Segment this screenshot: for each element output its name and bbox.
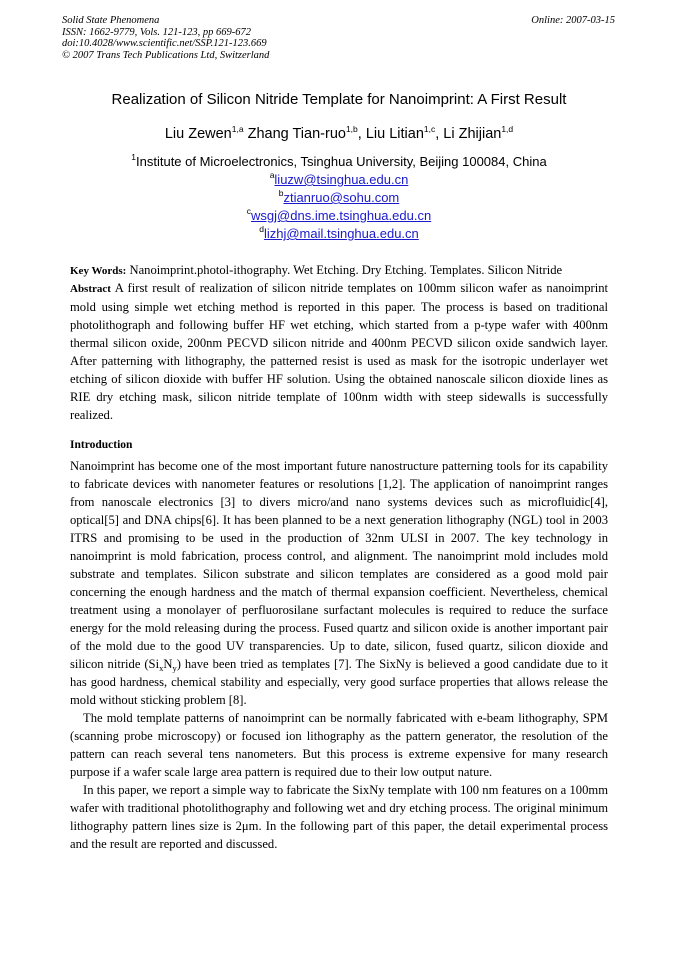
email-b[interactable]: $^b$ztianruo@sohu.com bbox=[278, 188, 400, 205]
paragraph: Nanoimprint has become one of the most important future nanostructure patterning tools for its capability to fabricate devices with nanometer features or resolutions [1,2]. The application of nanoimprint ranges from nanoscale electronics [3] to divers micro/and nano systems devices such as microfluidic[4], optical[5] and DNA chips[6]. It has been planned to be a next generation lithography (NGL) tool in 2003 ITRS and promising to be used in the production of 32nm ULSI in 2007. The key technology in nanoimprint is mold fabrication, process control, and alignment. The nanoimprint mold includes mold substrate and templates. Silicon substrate and silicon templates are considered as a good mold pair concerning the enough hardness and the match of thermal expansion coefficient. Nevertheless, chemical treatment using a monolayer of perfluorosilane surfactant molecules is required to reduce the surface energy for the mold releasing during the process. Fused quartz and silicon oxide is another important pair of the mold due to the good UV transparencies. Up to date, silicon, fused quartz, silicon dioxide and silicon nitride $(Si_xN_y)$ have been tried as templates [7]. The SixNy is believed a good candidate due to it has good hardness, chemical stability and especially, very good surface properties that allows release the mold without sticking problem [8]. bbox=[70, 459, 608, 707]
online-date: Online: 2007-03-15 bbox=[531, 15, 615, 26]
abstract-text: A first result of realization of silicon nitride templates on 100mm silicon wafer as nanoimprint mold using simple wet etching method is reported in this paper. The process is based on traditional photolithograph and following buffer HF wet etching, which started from a p-type wafer with 400nm thermal silicon oxide, 200nm PECVD silicon nitride and 400nm PECVD silicon oxide sandwich layer. After patterning with lithography, the patterned resist is used as mask for the isotropic underlayer wet etching of silicon dioxide with buffer HF solution. Using the obtained nanoscale silicon dioxide lines as RIE dry etching mask, silicon nitride template of 100nm width with steep sidewalls is successfully realized. bbox=[70, 281, 608, 422]
keywords-text: Nanoimprint.photol-ithography. Wet Etching. Dry Etching. Templates. Silicon Nitride bbox=[129, 263, 563, 277]
paper-title: Realization of Silicon Nitride Template for Nanoimprint: A First Result bbox=[111, 91, 567, 108]
email-link[interactable]: ztianruo@sohu.com bbox=[283, 190, 400, 205]
email-link[interactable]: liuzw@tsinghua.edu.cn bbox=[274, 172, 409, 187]
section-heading-introduction: Introduction bbox=[70, 439, 133, 451]
author: Zhang Tian-ruo$^{1,b}$, bbox=[247, 124, 366, 142]
email-d[interactable]: $^d$lizhj@mail.tsinghua.edu.cn bbox=[259, 224, 419, 241]
paragraph: The mold template patterns of nanoimprint can be normally fabricated with e-beam lithography, SPM (scanning probe microscopy) or focused ion lithography as the pattern generator, the resolution of the pattern can reach several tens nanometers. But this process is extreme expensive for many research purpose if a wafer scale large area pattern is required due to their low output nature. bbox=[70, 711, 608, 779]
author-list bbox=[0, 126, 678, 142]
email-link[interactable]: lizhj@mail.tsinghua.edu.cn bbox=[263, 226, 419, 241]
keywords bbox=[70, 261, 608, 280]
doi-line: doi:10.4028/www.scientific.net/SSP.121-123.669 bbox=[62, 38, 267, 49]
keywords-label: Key Words: bbox=[70, 265, 127, 277]
journal-name: Solid State Phenomena bbox=[62, 15, 160, 26]
email-a[interactable]: $^a$liuzw@tsinghua.edu.cn bbox=[269, 170, 409, 187]
issn-line: ISSN: 1662-9779, Vols. 121-123, pp 669-672 bbox=[62, 26, 251, 38]
email-c[interactable]: $^c$wsgj@dns.ime.tsinghua.edu.cn bbox=[246, 206, 432, 223]
abstract-label: Abstract bbox=[70, 283, 111, 295]
journal-header bbox=[62, 15, 615, 61]
author: Li Zhijian$^{1,d}$ bbox=[443, 124, 514, 142]
copyright-line: © 2007 Trans Tech Publications Ltd, Switzerland bbox=[62, 49, 270, 61]
author: Liu Litian$^{1,c}$, bbox=[365, 124, 444, 142]
abstract bbox=[70, 279, 608, 424]
paragraph: In this paper, we report a simple way to fabricate the SixNy template with 100 nm features on a 100mm wafer with traditional photolithography and following wet and dry etching process. The original minimum lithography pattern lines size is 2μm. In the following part of this paper, the detail experimental process and the result are reported and discussed. bbox=[70, 783, 608, 851]
affiliation: $^1$Institute of Microelectronics, Tsinghua University, Beijing 100084, China bbox=[131, 152, 547, 169]
email-link[interactable]: wsgj@dns.ime.tsinghua.edu.cn bbox=[251, 208, 432, 223]
introduction-body bbox=[70, 457, 608, 853]
author: Liu Zewen$^{1,a}$ bbox=[164, 124, 244, 142]
affiliation-block bbox=[0, 153, 678, 243]
